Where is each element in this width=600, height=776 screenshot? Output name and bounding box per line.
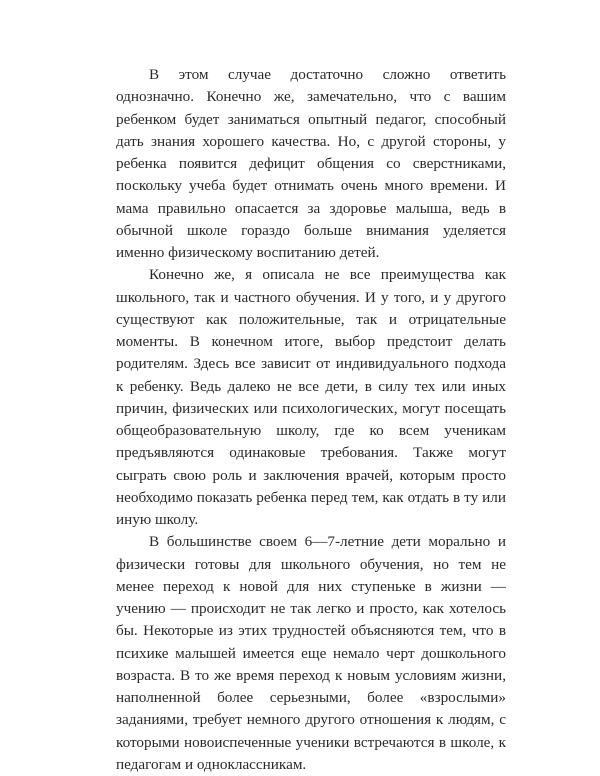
paragraph-2: Конечно же, я описала не все преимущества как школьного, так и частного обучения. И у того, и у другого существуют как положительные, так и отрицательные моменты. В конечном итоге, выбор предстоит делать родителям. Здесь все зависит от индивидуального подхода к ребенку. Ведь далеко не все дети, в силу тех или иных причин, физических или психологических, могут посещать общеобразовательную школу, где ко всем ученикам предъявляются одинаковые требования. Также могут сыграть свою роль и заключения врачей, которым просто необходимо показать ребенка перед тем, как отдать в ту или иную школу. [116, 266, 506, 528]
body-text [116, 64, 506, 776]
paragraph-3: В большинстве своем 6—7-летние дети морально и физически готовы для школьного обучения, но тем не менее переход к новой для них ступеньке в жизни — учению — происходит не так легко и просто, как хотелось бы. Некоторые из этих трудностей объясняются тем, что в психике малышей имеется еще немало черт дошкольного возраста. В то же время переход к новым условиям жизни, наполненной более серьезными, более «взрослыми» заданиями, требует немного другого отношения к людям, с которыми новоиспеченные ученики встречаются в школе, к педагогам и одноклассникам. [116, 533, 506, 773]
paragraph-1: В этом случае достаточно сложно ответить однозначно. Конечно же, замечательно, что с вашим ребенком будет заниматься опытный педагог, способный дать знания хорошего качества. Но, с другой стороны, у ребенка появится дефицит общения со сверстниками, поскольку учеба будет отнимать очень много времени. И мама правильно опасается за здоровье малыша, ведь в обычной школе гораздо больше внимания уделяется именно физическому воспитанию детей. [116, 66, 506, 261]
